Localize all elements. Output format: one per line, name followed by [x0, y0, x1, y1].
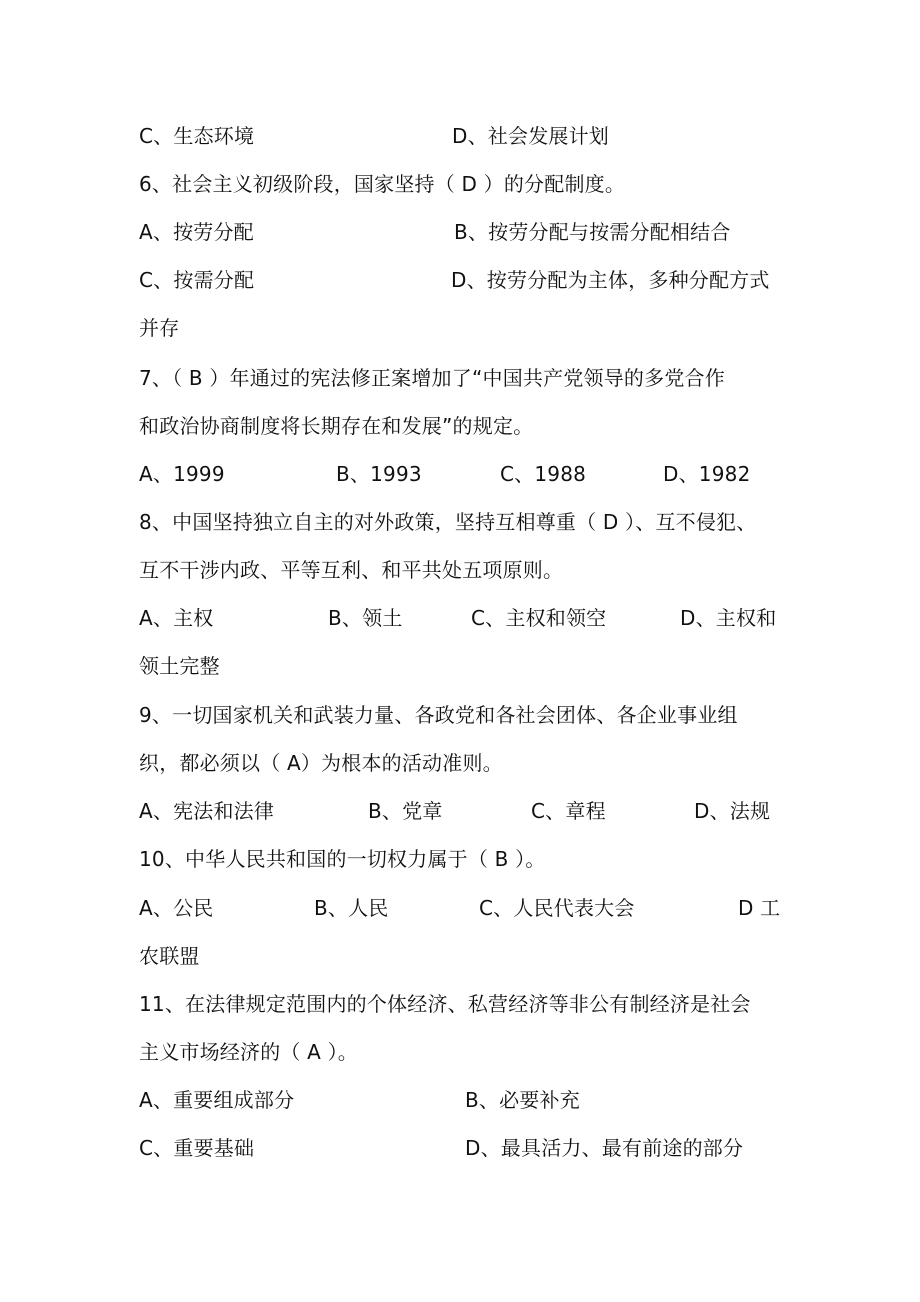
- option-b: B、1993: [336, 462, 422, 486]
- option-c: C、按需分配: [139, 268, 255, 292]
- option-c: C、生态环境: [139, 124, 255, 148]
- option-d: D、1982: [663, 462, 751, 486]
- question-7: 7、（ B ）年通过的宪法修正案增加了“中国共产党领导的多党合作: [139, 366, 725, 390]
- option-a: A、重要组成部分: [139, 1088, 295, 1112]
- option-c: C、章程: [531, 799, 606, 823]
- option-b: B、人民: [314, 896, 389, 920]
- option-continuation: 领土完整: [139, 654, 220, 678]
- option-continuation: 农联盟: [139, 944, 200, 968]
- option-d: D、按劳分配为主体，多种分配方式: [451, 268, 770, 292]
- question-8-continuation: 互不干涉内政、平等互利、和平共处五项原则。: [139, 558, 564, 582]
- option-c: C、人民代表大会: [479, 896, 635, 920]
- question-9: 9、一切国家机关和武装力量、各政党和各社会团体、各企业事业组: [139, 703, 738, 727]
- option-d: D、社会发展计划: [452, 124, 610, 148]
- option-d: D 工: [738, 896, 781, 920]
- option-b: B、按劳分配与按需分配相结合: [454, 220, 731, 244]
- option-a: A、1999: [139, 462, 225, 486]
- option-b: B、党章: [368, 799, 443, 823]
- option-d: D、最具活力、最有前途的部分: [465, 1136, 744, 1160]
- question-10: 10、中华人民共和国的一切权力属于（ B ）。: [139, 847, 546, 871]
- question-6: 6、社会主义初级阶段，国家坚持（ D ）的分配制度。: [139, 172, 626, 196]
- question-11-continuation: 主义市场经济的（ A ）。: [139, 1040, 358, 1064]
- option-d: D、法规: [694, 799, 771, 823]
- question-9-continuation: 织，都必须以（ A）为根本的活动准则。: [139, 751, 503, 775]
- option-a: A、按劳分配: [139, 220, 254, 244]
- option-continuation: 并存: [139, 316, 180, 340]
- option-c: C、主权和领空: [471, 606, 607, 630]
- option-b: B、领土: [328, 606, 403, 630]
- option-a: A、主权: [139, 606, 214, 630]
- option-d: D、主权和: [680, 606, 777, 630]
- question-7-continuation: 和政治协商制度将长期存在和发展”的规定。: [139, 414, 534, 438]
- option-b: B、必要补充: [465, 1088, 580, 1112]
- option-a: A、宪法和法律: [139, 799, 275, 823]
- option-c: C、重要基础: [139, 1136, 255, 1160]
- option-c: C、1988: [500, 462, 587, 486]
- question-8: 8、中国坚持独立自主的对外政策，坚持互相尊重（ D ）、互不侵犯、: [139, 510, 757, 534]
- option-a: A、公民: [139, 896, 214, 920]
- question-11: 11、在法律规定范围内的个体经济、私营经济等非公有制经济是社会: [139, 992, 751, 1016]
